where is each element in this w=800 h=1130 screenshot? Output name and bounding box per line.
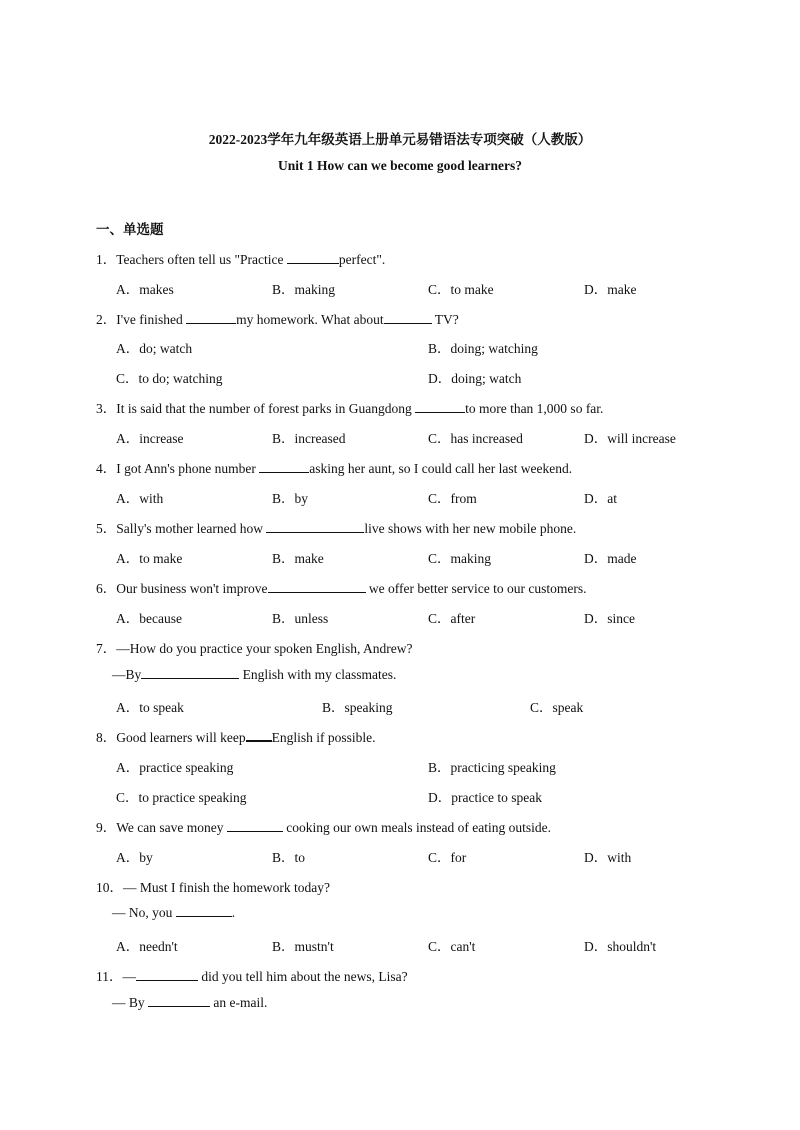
option-d[interactable]: D．at xyxy=(584,491,617,506)
option-c[interactable]: C．making xyxy=(428,551,491,566)
question-7-line-2 xyxy=(112,667,396,683)
section-title: 一、单选题 xyxy=(96,222,164,237)
question-10 xyxy=(96,876,330,896)
question-text: —By xyxy=(112,667,142,682)
question-number: 8． xyxy=(96,730,117,745)
option-b[interactable]: B．increased xyxy=(272,431,346,446)
question-text: . xyxy=(231,905,236,920)
question-text: Sally's mother learned how xyxy=(116,521,267,536)
option-d[interactable]: D．will increase xyxy=(584,431,676,446)
option-a[interactable]: A．needn't xyxy=(116,939,178,954)
option-c[interactable]: C．to make xyxy=(428,282,494,297)
option-b[interactable]: B．mustn't xyxy=(272,939,334,954)
question-text: perfect". xyxy=(338,252,386,267)
question-number: 4． xyxy=(96,461,117,476)
option-b[interactable]: B．making xyxy=(272,282,335,297)
answer-blank xyxy=(268,581,366,593)
page-subtitle: Unit 1 How can we become good learners? xyxy=(277,158,523,173)
option-c[interactable]: C．has increased xyxy=(428,431,523,446)
question-10-line-2 xyxy=(112,905,235,921)
question-text: — Must I finish the homework today? xyxy=(123,880,330,895)
question-text: It is said that the number of forest parks in Guangdong xyxy=(116,401,416,416)
option-b[interactable]: B．to xyxy=(272,850,306,865)
option-a[interactable]: A．makes xyxy=(116,282,174,297)
question-8 xyxy=(96,726,375,746)
option-b[interactable]: B．doing; watching xyxy=(428,341,538,356)
answer-blank xyxy=(141,667,239,679)
question-5 xyxy=(96,517,576,537)
option-d[interactable]: D．practice to speak xyxy=(428,790,542,805)
option-a[interactable]: A．to make xyxy=(116,551,183,566)
question-text: cooking our own meals instead of eating outside. xyxy=(282,820,551,835)
option-b[interactable]: B．unless xyxy=(272,611,329,626)
question-number: 10． xyxy=(96,880,123,895)
question-6 xyxy=(96,577,586,597)
question-text: — xyxy=(122,969,136,984)
option-a[interactable]: A．because xyxy=(116,611,182,626)
question-text: asking her aunt, so I could call her last weekend. xyxy=(309,461,573,476)
option-c[interactable]: C．can't xyxy=(428,939,476,954)
option-a[interactable]: A．with xyxy=(116,491,164,506)
question-text: — By xyxy=(112,995,149,1010)
question-text: live shows with her new mobile phone. xyxy=(364,521,577,536)
option-a[interactable]: A．increase xyxy=(116,431,184,446)
question-text: to more than 1,000 so far. xyxy=(465,401,604,416)
option-b[interactable]: B．make xyxy=(272,551,324,566)
page-title: 2022-2023学年九年级英语上册单元易错语法专项突破（人教版） xyxy=(208,132,592,147)
question-7 xyxy=(96,637,412,657)
question-text: Good learners will keep xyxy=(116,730,246,745)
question-text: English with my classmates. xyxy=(239,667,397,682)
question-text: English if possible. xyxy=(271,730,376,745)
answer-blank xyxy=(384,312,432,324)
question-number: 1． xyxy=(96,252,117,267)
question-number: 3． xyxy=(96,401,117,416)
answer-blank xyxy=(176,905,232,917)
option-d[interactable]: D．since xyxy=(584,611,635,626)
option-d[interactable]: D．made xyxy=(584,551,637,566)
question-number: 5． xyxy=(96,521,117,536)
option-c[interactable]: C．speak xyxy=(530,700,584,715)
question-2 xyxy=(96,308,459,328)
option-d[interactable]: D．shouldn't xyxy=(584,939,657,954)
answer-blank xyxy=(227,820,283,832)
option-b[interactable]: B．speaking xyxy=(322,700,393,715)
question-text: —How do you practice your spoken English, Andrew? xyxy=(116,641,413,656)
answer-blank xyxy=(259,461,309,473)
option-c[interactable]: C．from xyxy=(428,491,477,506)
question-text: did you tell him about the news, Lisa? xyxy=(198,969,408,984)
option-c[interactable]: C．after xyxy=(428,611,476,626)
option-a[interactable]: A．to speak xyxy=(116,700,184,715)
question-number: 9． xyxy=(96,820,117,835)
question-4 xyxy=(96,457,572,477)
option-a[interactable]: A．by xyxy=(116,850,153,865)
question-text: Our business won't improve xyxy=(116,581,268,596)
question-number: 6． xyxy=(96,581,117,596)
answer-blank xyxy=(266,521,364,533)
option-a[interactable]: A．practice speaking xyxy=(116,760,234,775)
question-1 xyxy=(96,248,385,268)
option-a[interactable]: A．do; watch xyxy=(116,341,193,356)
option-d[interactable]: D．make xyxy=(584,282,637,297)
question-text: my homework. What about xyxy=(236,312,384,327)
question-number: 7． xyxy=(96,641,117,656)
question-number: 11． xyxy=(96,969,123,984)
option-d[interactable]: D．doing; watch xyxy=(428,371,522,386)
answer-blank xyxy=(186,312,236,324)
option-c[interactable]: C．for xyxy=(428,850,467,865)
question-text: an e-mail. xyxy=(210,995,268,1010)
question-11 xyxy=(96,965,408,985)
answer-blank xyxy=(415,401,465,413)
answer-blank xyxy=(136,969,198,981)
question-11-line-2 xyxy=(112,995,267,1011)
option-d[interactable]: D．with xyxy=(584,850,632,865)
option-b[interactable]: B．practicing speaking xyxy=(428,760,556,775)
question-3 xyxy=(96,397,603,417)
question-text: We can save money xyxy=(116,820,227,835)
option-b[interactable]: B．by xyxy=(272,491,309,506)
question-text: Teachers often tell us "Practice xyxy=(116,252,287,267)
question-text: TV? xyxy=(431,312,459,327)
question-text: I've finished xyxy=(116,312,187,327)
question-text: — No, you xyxy=(112,905,176,920)
question-number: 2． xyxy=(96,312,117,327)
answer-blank xyxy=(148,995,210,1007)
answer-blank xyxy=(246,729,272,742)
option-c[interactable]: C．to practice speaking xyxy=(116,790,247,805)
question-9 xyxy=(96,816,551,836)
answer-blank xyxy=(287,252,339,264)
question-text: we offer better service to our customers. xyxy=(365,581,587,596)
option-c[interactable]: C．to do; watching xyxy=(116,371,223,386)
question-text: I got Ann's phone number xyxy=(116,461,260,476)
